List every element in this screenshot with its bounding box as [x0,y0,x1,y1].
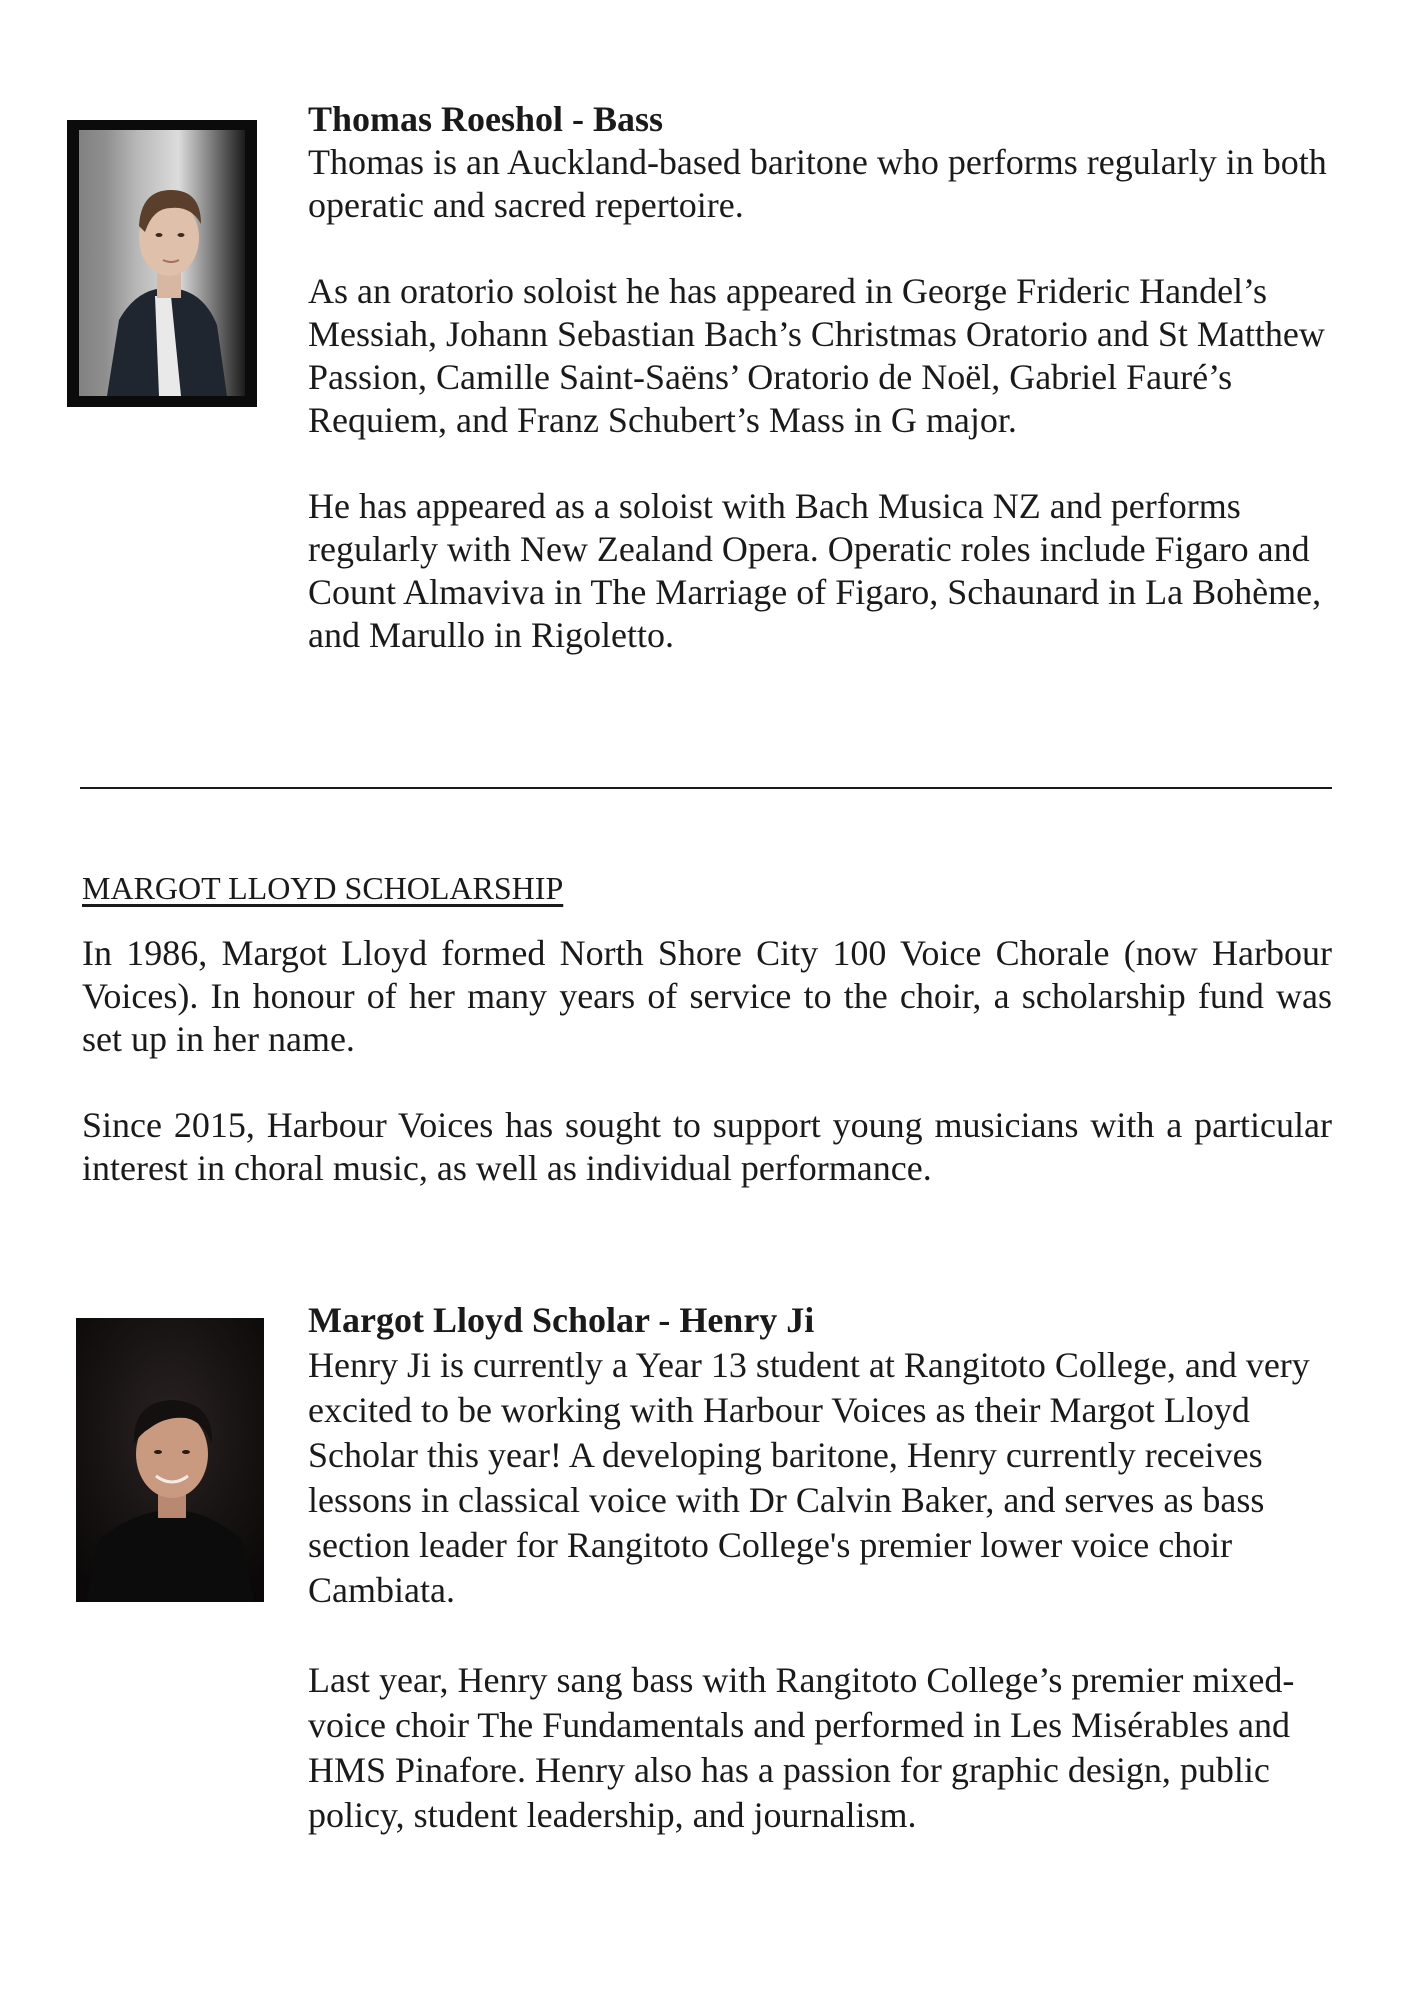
scholarship-heading: MARGOT LLOYD SCHOLARSHIP [82,870,564,906]
henry-bio [308,1298,1348,1838]
henry-ji-photo [76,1318,264,1602]
section-divider [80,787,1332,789]
scholarship-paragraph-1: In 1986, Margot Lloyd formed North Shore City 100 Voice Chorale (now Harbour Voices). In honour of her many years of service to the choir, a scholarship fund was set up in her name. [82,933,1332,1059]
thomas-bio-paragraph-1: Thomas is an Auckland-based baritone who performs regularly in both operatic and sacred repertoire. [308,142,1327,225]
thomas-portrait-image [67,120,257,407]
scholarship-paragraph-2: Since 2015, Harbour Voices has sought to support young musicians with a particular interest in choral music, as well as individual performance. [82,1105,1332,1188]
scholarship-description [82,932,1332,1233]
henry-bio-title: Margot Lloyd Scholar - Henry Ji [308,1300,815,1340]
thomas-bio-paragraph-2: As an oratorio soloist he has appeared in George Frideric Handel’s Messiah, Johann Sebastian Bach’s Christmas Oratorio and St Matthew Passion, Camille Saint-Saëns’ Oratorio de Noël, Gabriel Fauré’s Requiem, and Franz Schubert’s Mass in G major. [308,271,1325,440]
thomas-bio-paragraph-3: He has appeared as a soloist with Bach Musica NZ and performs regularly with New Zealand Opera. Operatic roles include Figaro and Count Almaviva in The Marriage of Figaro, Schaunard in La Bohème, and Marullo in Rigoletto. [308,486,1322,655]
thomas-bio-title: Thomas Roeshol - Bass [308,99,664,139]
henry-portrait-image [76,1318,264,1602]
thomas-bio [308,98,1348,657]
henry-bio-paragraph-1: Henry Ji is currently a Year 13 student at Rangitoto College, and very excited to be working with Harbour Voices as their Margot Lloyd Scholar this year! A developing baritone, Henry currently receives lessons in classical voice with Dr Calvin Baker, and serves as bass section leader for Rangitoto College's premier lower voice choir Cambiata. [308,1345,1310,1610]
thomas-roeshol-photo [67,120,257,407]
henry-bio-paragraph-2: Last year, Henry sang bass with Rangitoto College’s premier mixed-voice choir The Fundamentals and performed in Les Misérables and HMS Pinafore. Henry also has a passion for graphic design, public policy, student leadership, and journalism. [308,1660,1295,1835]
